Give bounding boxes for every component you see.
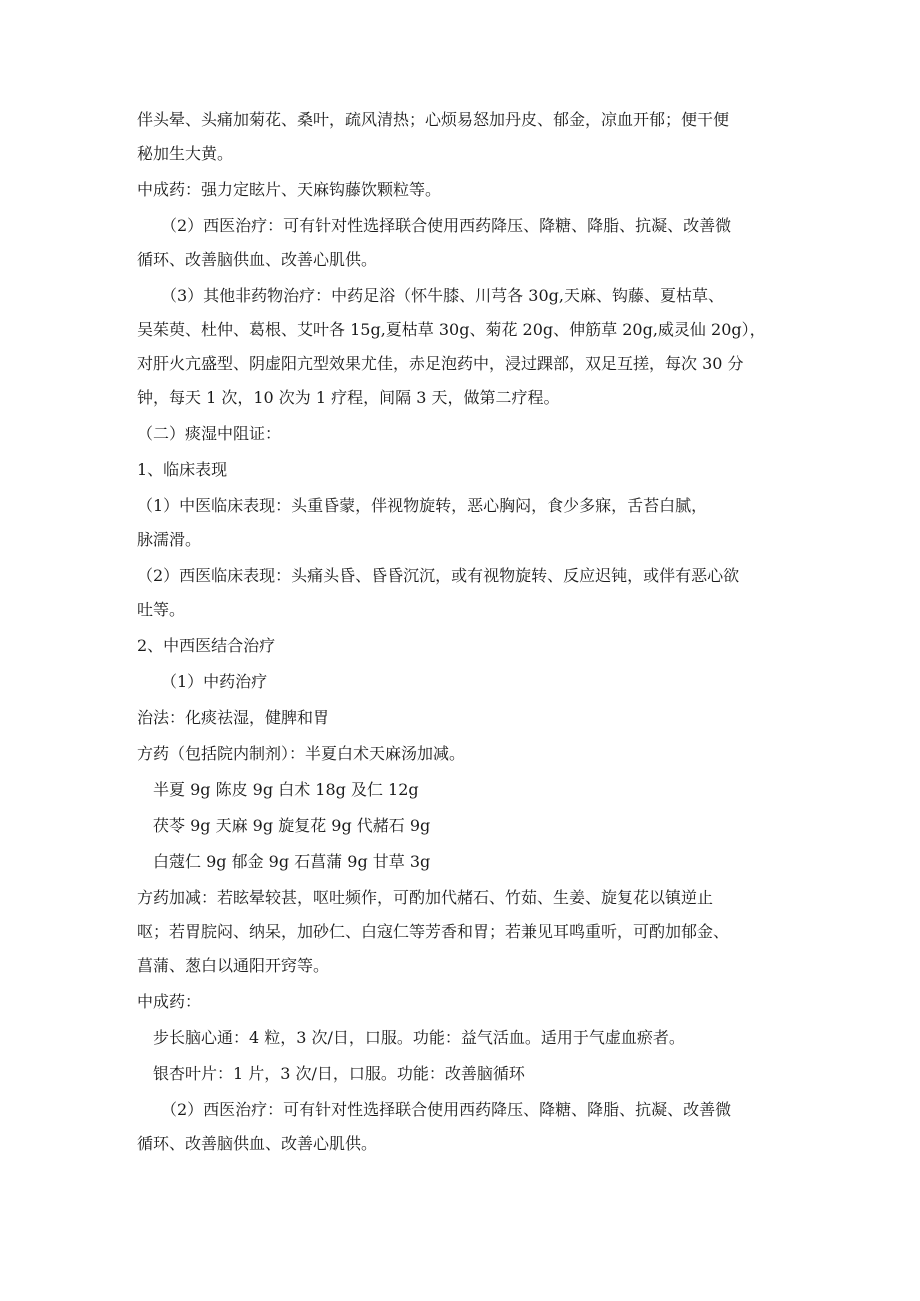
text-line: 呕；若胃脘闷、纳呆，加砂仁、白寇仁等芳香和胃；若兼见耳鸣重听，可酌加郁金、	[137, 922, 730, 941]
text-line: 方药加减：若眩晕较甚，呕吐频作，可酌加代赭石、竹茹、生姜、旋复花以镇逆止	[137, 888, 714, 907]
text-line: 吴茱萸、杜仲、葛根、艾叶各 15g,夏枯草 30g、菊花 20g、伸筋草 20g,威灵仙 20g），	[137, 320, 766, 339]
text-line: 方药（包括院内制剂）：半夏白术天麻汤加减。	[137, 744, 466, 763]
text-line: 伴头晕、头痛加菊花、桑叶，疏风清热；心烦易怒加丹皮、郁金，凉血开郁；便干便	[137, 110, 730, 129]
text-line: 步长脑心通：4 粒，3 次/日，口服。功能：益气活血。适用于气虚血瘀者。	[137, 1028, 685, 1047]
text-line: （2）西医治疗：可有针对性选择联合使用西药降压、降糖、降脂、抗凝、改善微	[137, 1100, 732, 1119]
text-line: 中成药：	[137, 992, 202, 1011]
text-line: 菖蒲、葱白以通阳开窍等。	[137, 956, 330, 975]
text-line: （1）中医临床表现：头重昏蒙，伴视物旋转，恶心胸闷，食少多寐，舌苔白腻，	[137, 496, 708, 515]
text-line: 秘加生大黄。	[137, 144, 234, 163]
text-line: 循环、改善脑供血、改善心肌供。	[137, 1134, 378, 1153]
text-line: 循环、改善脑供血、改善心肌供。	[137, 250, 378, 269]
text-line: （2）西医临床表现：头痛头昏、昏昏沉沉，或有视物旋转、反应迟钝，或伴有恶心欲	[137, 566, 740, 585]
text-line: 治法：化痰祛湿，健脾和胃	[137, 708, 330, 727]
text-line: （3）其他非药物治疗：中药足浴（怀牛膝、川芎各 30g,天麻、钩藤、夏枯草、	[137, 286, 724, 305]
subsection-heading: 2、中西医结合治疗	[137, 636, 276, 655]
prescription-line: 茯苓 9g 天麻 9g 旋复花 9g 代赭石 9g	[137, 816, 431, 835]
prescription-line: 白蔻仁 9g 郁金 9g 石菖蒲 9g 甘草 3g	[137, 852, 431, 871]
text-line: 钟，每天 1 次，10 次为 1 疗程，间隔 3 天，做第二疗程。	[137, 388, 560, 407]
text-line: 对肝火亢盛型、阴虚阳亢型效果尤佳，赤足泡药中，浸过踝部，双足互搓，每次 30 分	[137, 354, 744, 373]
text-line: （2）西医治疗：可有针对性选择联合使用西药降压、降糖、降脂、抗凝、改善微	[137, 216, 732, 235]
text-line: 银杏叶片：1 片，3 次/日，口服。功能：改善脑循环	[137, 1064, 525, 1083]
text-line: 脉濡滑。	[137, 530, 202, 549]
section-heading: （二）痰湿中阻证：	[137, 424, 282, 443]
document-body	[137, 110, 787, 1153]
text-line: 吐等。	[137, 600, 186, 619]
text-line: 中成药：强力定眩片、天麻钩藤饮颗粒等。	[137, 180, 442, 199]
text-line: （1）中药治疗	[137, 672, 268, 691]
subsection-heading: 1、临床表现	[137, 460, 228, 479]
prescription-line: 半夏 9g 陈皮 9g 白术 18g 及仁 12g	[137, 780, 419, 799]
